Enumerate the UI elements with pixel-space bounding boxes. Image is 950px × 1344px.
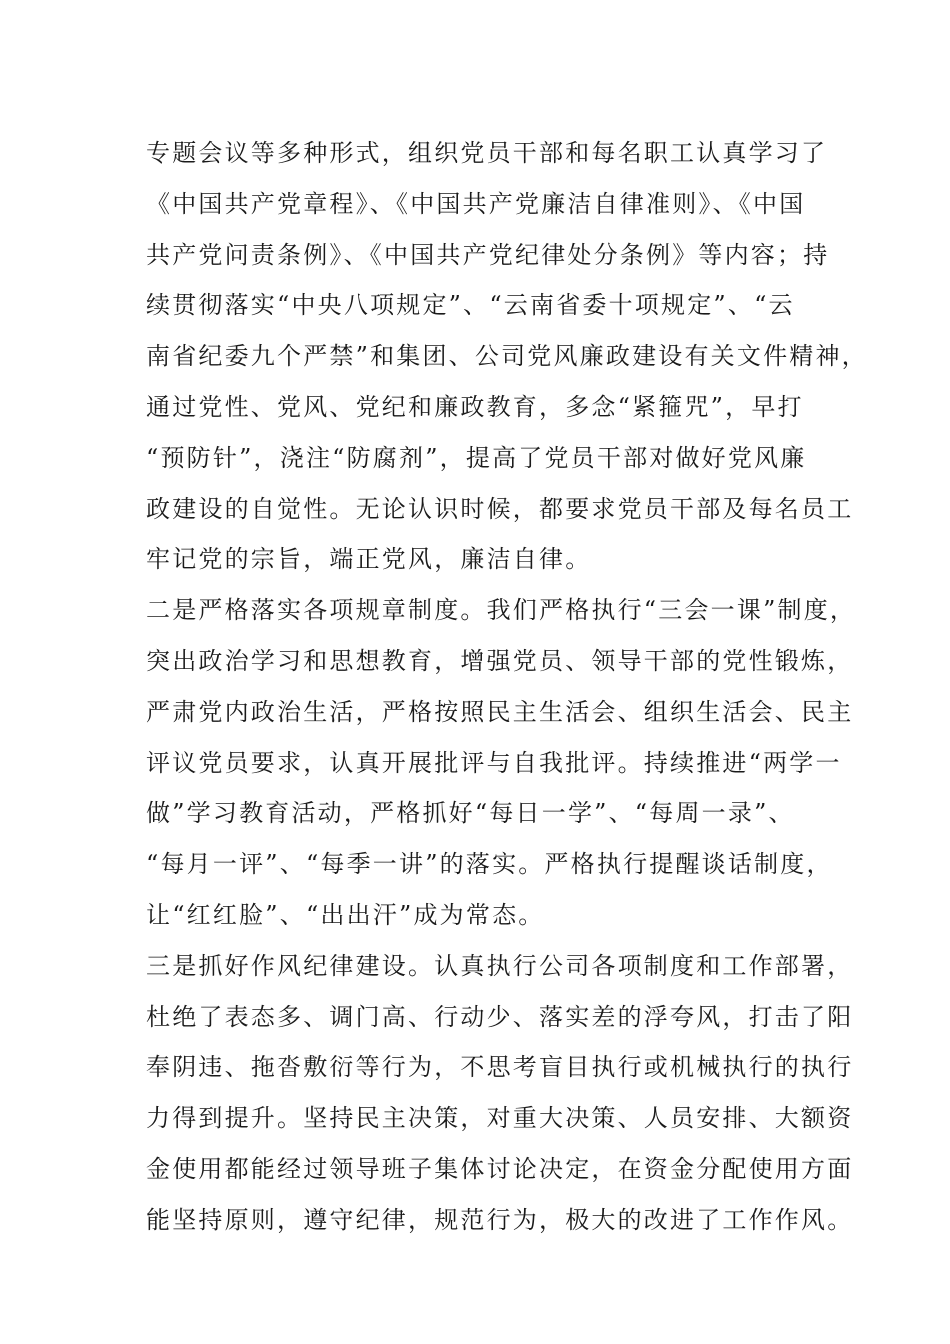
text-line: 南省纪委九个严禁”和集团、公司党风廉政建设有关文件精神，	[146, 342, 868, 371]
text-line: 杜绝了表态多、调门高、行动少、落实差的浮夸风，打击了阳	[146, 1002, 854, 1031]
text-line: 做”学习教育活动，严格抓好“每日一学”、“每周一录”、	[146, 799, 795, 828]
text-line: 续贯彻落实“中央八项规定”、“云南省委十项规定”、“云	[146, 291, 795, 320]
text-line: 金使用都能经过领导班子集体讨论决定，在资金分配使用方面	[146, 1154, 854, 1183]
text-line: 《中国共产党章程》、《中国共产党廉洁自律准则》、《中国	[146, 189, 806, 218]
text-line: 力得到提升。坚持民主决策，对重大决策、人员安排、大额资	[146, 1104, 854, 1133]
text-line: 奉阴违、拖沓敷衍等行为，不思考盲目执行或机械执行的执行	[146, 1053, 854, 1082]
text-line: 严肃党内政治生活，严格按照民主生活会、组织生活会、民主	[146, 697, 854, 726]
text-line: 共产党问责条例》、《中国共产党纪律处分条例》等内容；持	[146, 240, 830, 269]
text-line: 专题会议等多种形式，组织党员干部和每名职工认真学习了	[146, 139, 828, 167]
text-line: 通过党性、党风、党纪和廉政教育，多念“紧箍咒”，早打	[146, 392, 804, 421]
text-line: 牢记党的宗旨，端正党风，廉洁自律。	[146, 545, 592, 574]
text-line: 突出政治学习和思想教育，增强党员、领导干部的党性锻炼，	[146, 646, 854, 675]
text-line: “每月一评”、“每季一讲”的落实。严格执行提醒谈话制度，	[146, 850, 833, 879]
document-body	[146, 128, 868, 1246]
paragraph-2-start: 二是严格落实各项规章制度。我们严格执行“三会一课”制度，	[146, 596, 857, 625]
text-line: 让“红红脸”、“出出汗”成为常态。	[146, 900, 545, 929]
text-line: 政建设的自觉性。无论认识时候，都要求党员干部及每名员工	[146, 494, 854, 523]
paragraph-3-start: 三是抓好作风纪律建设。认真执行公司各项制度和工作部署，	[146, 951, 854, 980]
text-line: “预防针”，浇注“防腐剂”，提高了党员干部对做好党风廉	[146, 443, 807, 472]
text-line: 能坚持原则，遵守纪律，规范行为，极大的改进了工作作风。	[146, 1205, 854, 1234]
text-line: 评议党员要求，认真开展批评与自我批评。持续推进“两学一	[146, 748, 842, 777]
